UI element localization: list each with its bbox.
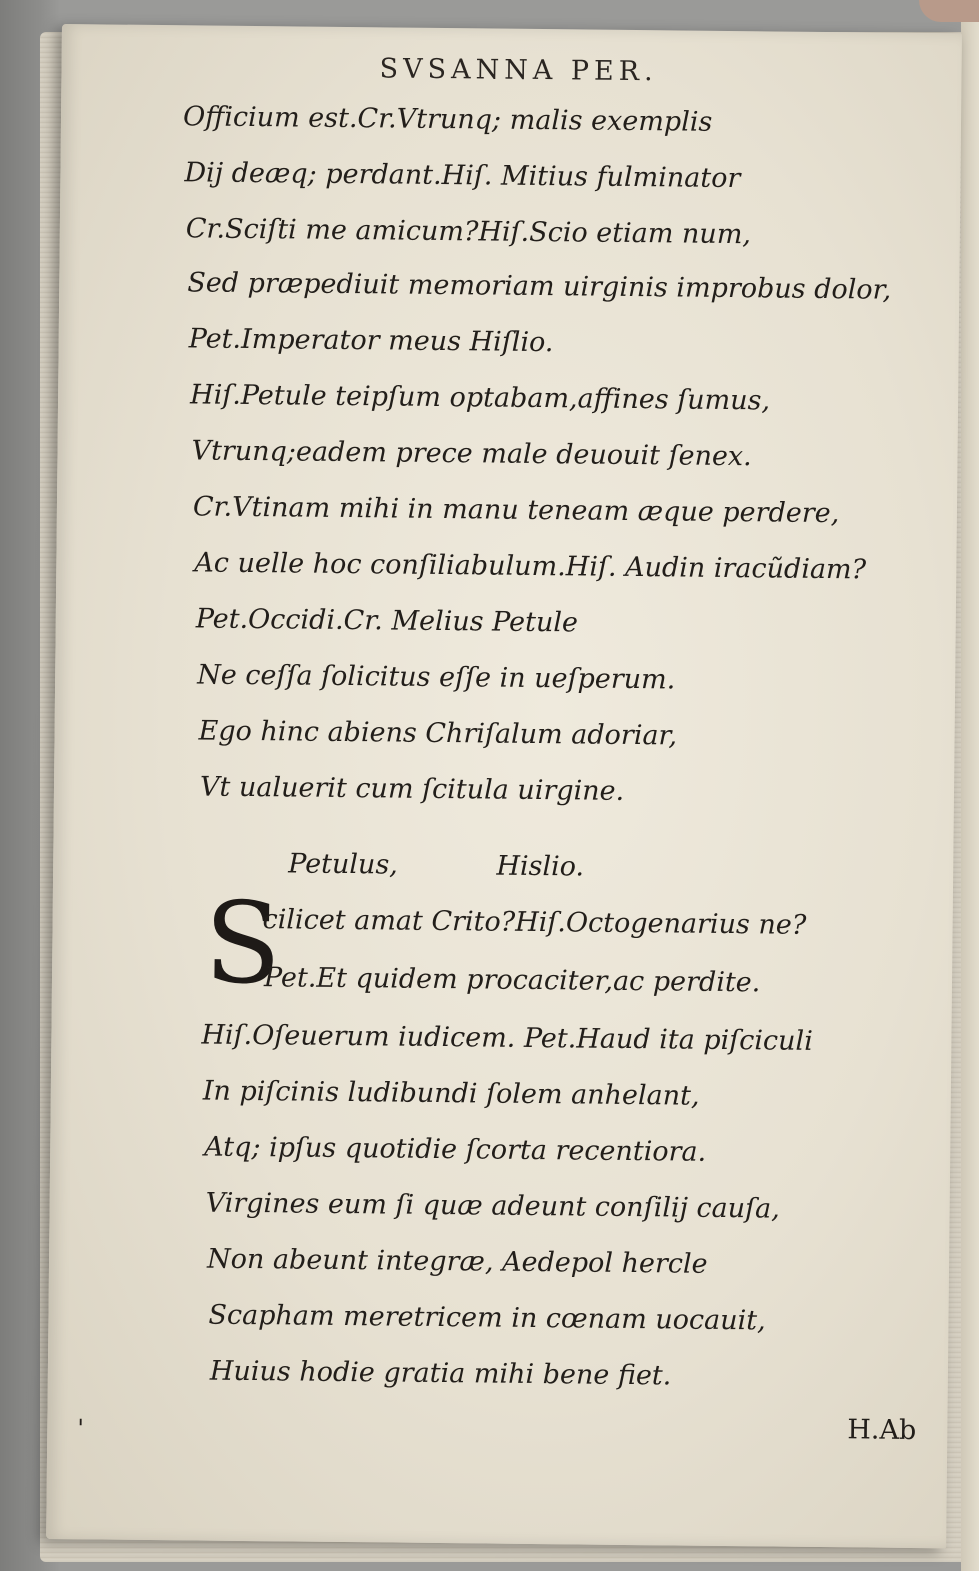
text-line: Pet.Imperator meus Hiſlio. <box>188 323 554 359</box>
text-line: In piſcinis ludibundi ſolem anhelant, <box>202 1075 700 1112</box>
text-line: Virgines eum ſi quæ adeunt conſilij cauſa, <box>205 1187 780 1225</box>
running-head: SVSANNA PER. <box>379 53 658 88</box>
text-line: Ac uelle hoc conſiliabulum.Hiſ. Audin iracũdiam? <box>194 547 867 586</box>
text-line: Vtrunq;eadem prece male deuouit ſenex. <box>191 435 752 473</box>
text-line: Hiſ.Petule teipſum optabam,affines ſumus, <box>189 379 771 417</box>
facing-page-edge <box>961 0 979 1571</box>
catchword: H.Ab <box>847 1414 917 1447</box>
thumb <box>919 0 979 22</box>
text-line: Ne ceſſa ſolicitus eſſe in ueſperum. <box>197 659 676 696</box>
text-line: Sed præpediuit memoriam uirginis improbus dolor, <box>187 267 892 306</box>
text-line: Huius hodie gratia mihi bene fiet. <box>209 1355 672 1392</box>
text-line: Cr.Sciſti me amicum?Hiſ.Scio etiam num, <box>185 213 752 251</box>
text-line: Non abeunt integræ, Aedepol hercle <box>206 1243 708 1280</box>
text-line: Scapham meretricem in cœnam uocauit, <box>208 1299 766 1337</box>
page-text <box>62 24 962 1447</box>
text-line: cilicet amat Crito?Hiſ.Octogenarius ne? <box>262 904 807 941</box>
text-line: Ego hinc abiens Chriſalum adoriar, <box>198 715 678 752</box>
speaker-name: Petulus, <box>288 848 399 881</box>
text-line: Dij deæq; perdant.Hiſ. Mitius fulminator <box>184 157 741 195</box>
speaker-heading <box>288 848 584 882</box>
text-line: Atq; ipſus quotidie ſcorta recentiora. <box>204 1131 707 1168</box>
margin-mark: ' <box>77 1414 85 1443</box>
text-line: Vt ualuerit cum ſcitula uirgine. <box>199 771 625 807</box>
text-line: Hiſ.Oſeuerum iudicem. Pet.Haud ita piſciculi <box>201 1019 813 1057</box>
text-line: Pet.Et quidem procaciter,ac perdite. <box>263 962 761 999</box>
text-line: Pet.Occidi.Cr. Melius Petule <box>195 603 579 639</box>
drop-cap: S <box>203 878 282 1010</box>
text-line: Officium est.Cr.Vtrunq; malis exemplis <box>182 101 713 138</box>
text-line: Cr.Vtinam mihi in manu teneam æque perdere, <box>192 491 840 530</box>
book-page <box>46 24 962 1548</box>
speaker-name: Hislio. <box>496 850 585 883</box>
